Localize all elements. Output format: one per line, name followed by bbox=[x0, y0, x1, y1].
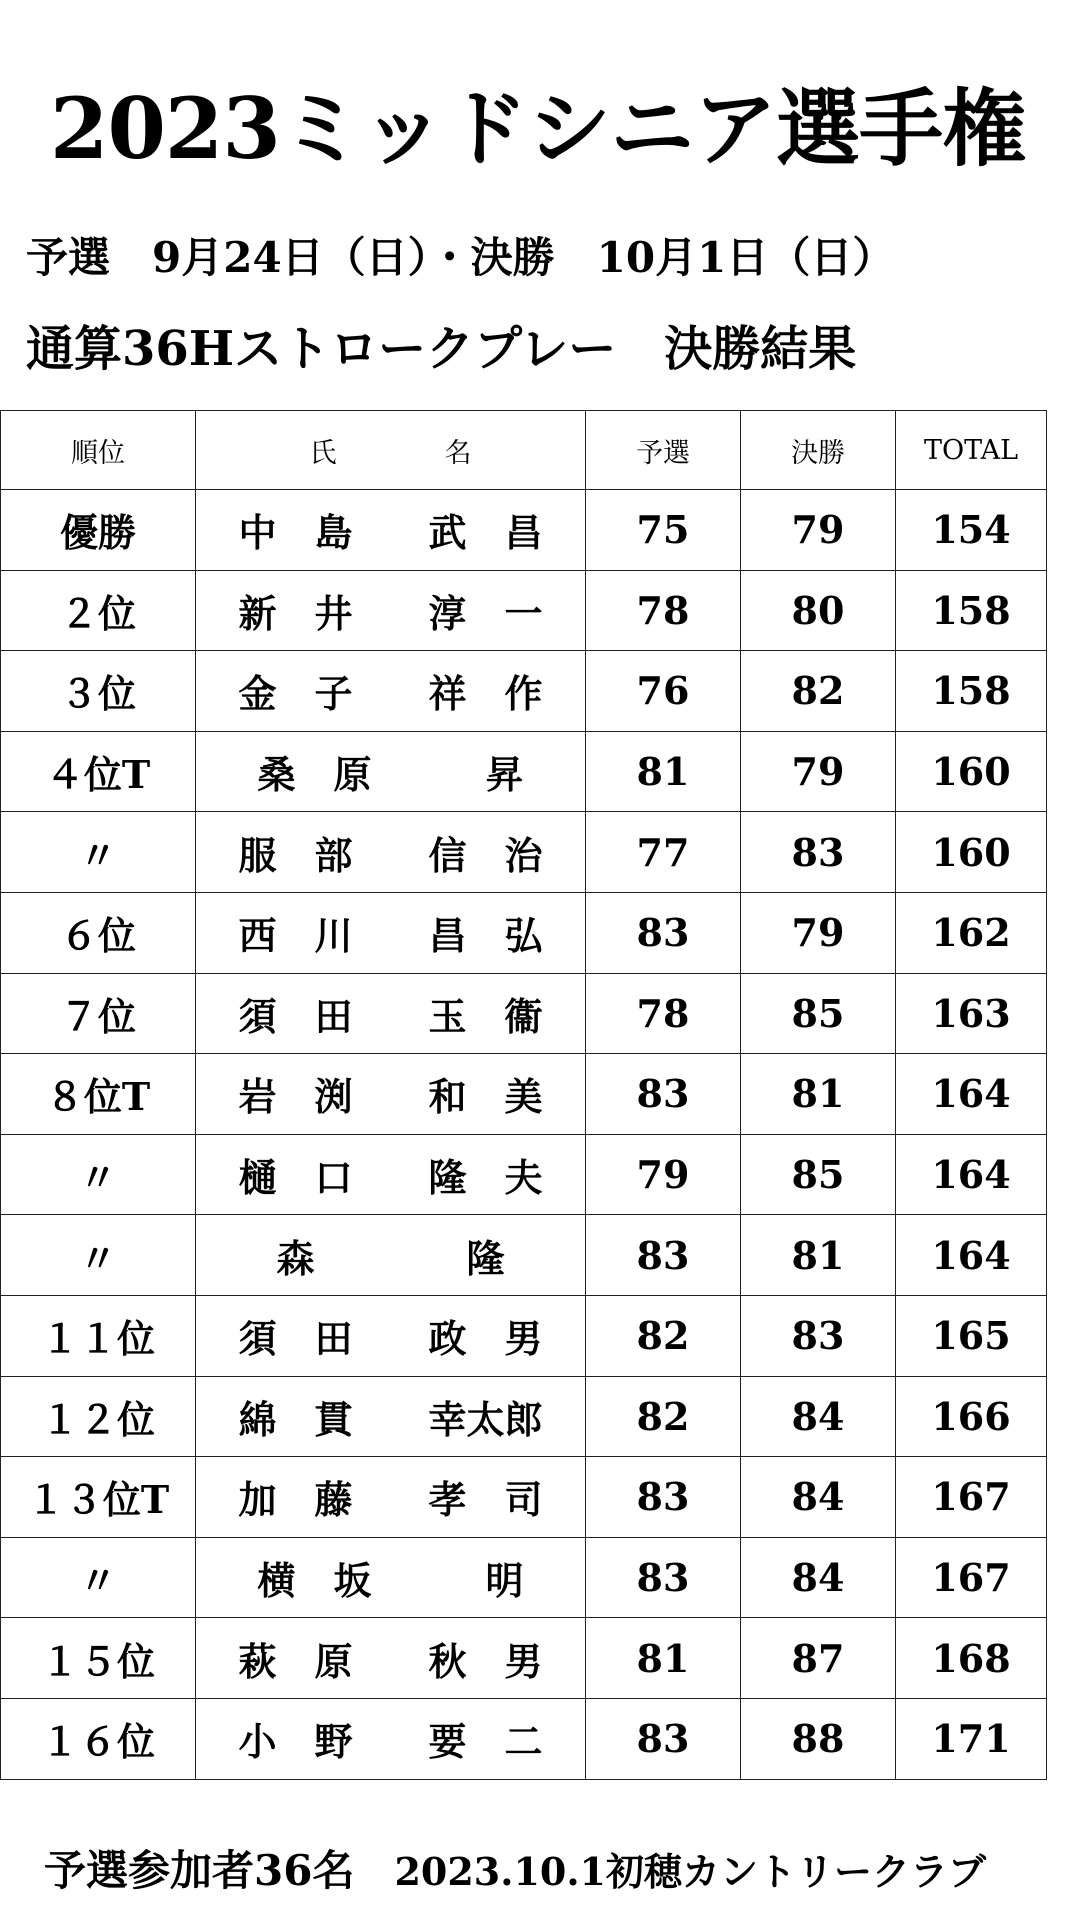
cell-name: 萩 原 秋 男 bbox=[196, 1618, 586, 1699]
cell-final-score: 88 bbox=[741, 1698, 896, 1779]
cell-prelim-score: 76 bbox=[586, 651, 741, 732]
cell-prelim-score: 77 bbox=[586, 812, 741, 893]
cell-prelim-score: 78 bbox=[586, 570, 741, 651]
cell-name: 服 部 信 治 bbox=[196, 812, 586, 893]
table-row bbox=[1, 731, 1047, 812]
header-total: TOTAL bbox=[896, 411, 1047, 490]
cell-rank: 〃 bbox=[1, 812, 196, 893]
cell-final-score: 87 bbox=[741, 1618, 896, 1699]
table-row bbox=[1, 1295, 1047, 1376]
table-row bbox=[1, 1134, 1047, 1215]
format-subtitle: 通算36Hストロークプレー 決勝結果 bbox=[26, 321, 857, 377]
cell-name: 岩 渕 和 美 bbox=[196, 1054, 586, 1135]
schedule-subtitle: 予選 9月24日（日）・決勝 10月1日（日） bbox=[26, 233, 895, 282]
cell-final-score: 79 bbox=[741, 731, 896, 812]
cell-prelim-score: 82 bbox=[586, 1295, 741, 1376]
cell-total-score: 162 bbox=[896, 892, 1047, 973]
cell-name: 須 田 政 男 bbox=[196, 1295, 586, 1376]
cell-rank: １２位 bbox=[1, 1376, 196, 1457]
cell-name: 小 野 要 二 bbox=[196, 1698, 586, 1779]
results-body bbox=[1, 490, 1047, 1780]
footer bbox=[44, 1838, 986, 1898]
cell-total-score: 160 bbox=[896, 812, 1047, 893]
cell-final-score: 80 bbox=[741, 570, 896, 651]
participant-count: 予選参加者36名 bbox=[44, 1846, 355, 1895]
cell-rank: ６位 bbox=[1, 892, 196, 973]
cell-total-score: 164 bbox=[896, 1215, 1047, 1296]
cell-rank: １１位 bbox=[1, 1295, 196, 1376]
table-row bbox=[1, 1215, 1047, 1296]
cell-final-score: 84 bbox=[741, 1457, 896, 1538]
table-row bbox=[1, 812, 1047, 893]
cell-final-score: 84 bbox=[741, 1537, 896, 1618]
cell-total-score: 164 bbox=[896, 1054, 1047, 1135]
cell-rank: 〃 bbox=[1, 1134, 196, 1215]
cell-name: 新 井 淳 一 bbox=[196, 570, 586, 651]
cell-final-score: 81 bbox=[741, 1054, 896, 1135]
cell-total-score: 167 bbox=[896, 1457, 1047, 1538]
cell-total-score: 167 bbox=[896, 1537, 1047, 1618]
cell-prelim-score: 83 bbox=[586, 1054, 741, 1135]
cell-final-score: 84 bbox=[741, 1376, 896, 1457]
cell-final-score: 82 bbox=[741, 651, 896, 732]
cell-prelim-score: 81 bbox=[586, 1618, 741, 1699]
cell-name: 加 藤 孝 司 bbox=[196, 1457, 586, 1538]
header-row bbox=[1, 411, 1047, 490]
cell-prelim-score: 83 bbox=[586, 1215, 741, 1296]
cell-prelim-score: 83 bbox=[586, 1457, 741, 1538]
cell-rank: ７位 bbox=[1, 973, 196, 1054]
cell-prelim-score: 75 bbox=[586, 490, 741, 571]
table-row bbox=[1, 892, 1047, 973]
cell-name: 須 田 玉 衞 bbox=[196, 973, 586, 1054]
cell-rank: ４位T bbox=[1, 731, 196, 812]
table-row bbox=[1, 1537, 1047, 1618]
cell-total-score: 166 bbox=[896, 1376, 1047, 1457]
cell-prelim-score: 83 bbox=[586, 892, 741, 973]
cell-total-score: 171 bbox=[896, 1698, 1047, 1779]
cell-name: 桑 原 昇 bbox=[196, 731, 586, 812]
cell-total-score: 154 bbox=[896, 490, 1047, 571]
cell-final-score: 81 bbox=[741, 1215, 896, 1296]
cell-final-score: 83 bbox=[741, 1295, 896, 1376]
cell-rank: １３位T bbox=[1, 1457, 196, 1538]
cell-final-score: 79 bbox=[741, 490, 896, 571]
cell-prelim-score: 78 bbox=[586, 973, 741, 1054]
cell-prelim-score: 83 bbox=[586, 1698, 741, 1779]
cell-final-score: 85 bbox=[741, 1134, 896, 1215]
cell-total-score: 168 bbox=[896, 1618, 1047, 1699]
table-row bbox=[1, 1457, 1047, 1538]
cell-rank: ２位 bbox=[1, 570, 196, 651]
header-prelim: 予選 bbox=[586, 411, 741, 490]
cell-rank: １６位 bbox=[1, 1698, 196, 1779]
cell-name: 森 隆 bbox=[196, 1215, 586, 1296]
cell-name: 中 島 武 昌 bbox=[196, 490, 586, 571]
cell-final-score: 85 bbox=[741, 973, 896, 1054]
cell-total-score: 165 bbox=[896, 1295, 1047, 1376]
cell-prelim-score: 81 bbox=[586, 731, 741, 812]
cell-total-score: 158 bbox=[896, 570, 1047, 651]
cell-name: 綿 貫 幸太郎 bbox=[196, 1376, 586, 1457]
results-table bbox=[0, 410, 1047, 1780]
table-row bbox=[1, 651, 1047, 732]
cell-name: 西 川 昌 弘 bbox=[196, 892, 586, 973]
cell-prelim-score: 83 bbox=[586, 1537, 741, 1618]
cell-name: 金 子 祥 作 bbox=[196, 651, 586, 732]
table-row bbox=[1, 1054, 1047, 1135]
cell-final-score: 83 bbox=[741, 812, 896, 893]
table-row bbox=[1, 1618, 1047, 1699]
cell-total-score: 158 bbox=[896, 651, 1047, 732]
cell-rank: ８位T bbox=[1, 1054, 196, 1135]
cell-rank: 〃 bbox=[1, 1215, 196, 1296]
header-final: 決勝 bbox=[741, 411, 896, 490]
table-row bbox=[1, 1698, 1047, 1779]
table-row bbox=[1, 490, 1047, 571]
cell-rank: １５位 bbox=[1, 1618, 196, 1699]
date-venue: 2023.10.1初穂カントリークラブ bbox=[394, 1849, 986, 1894]
header-name: 氏 名 bbox=[196, 411, 586, 490]
cell-rank: ３位 bbox=[1, 651, 196, 732]
cell-total-score: 163 bbox=[896, 973, 1047, 1054]
cell-prelim-score: 82 bbox=[586, 1376, 741, 1457]
cell-total-score: 160 bbox=[896, 731, 1047, 812]
cell-rank: 〃 bbox=[1, 1537, 196, 1618]
page-title: 2023ミッドシニア選手権 bbox=[50, 79, 1026, 178]
cell-name: 横 坂 明 bbox=[196, 1537, 586, 1618]
cell-total-score: 164 bbox=[896, 1134, 1047, 1215]
header-rank: 順位 bbox=[1, 411, 196, 490]
cell-rank: 優勝 bbox=[1, 490, 196, 571]
table-row bbox=[1, 1376, 1047, 1457]
cell-prelim-score: 79 bbox=[586, 1134, 741, 1215]
cell-name: 樋 口 隆 夫 bbox=[196, 1134, 586, 1215]
table-row bbox=[1, 973, 1047, 1054]
table-row bbox=[1, 570, 1047, 651]
cell-final-score: 79 bbox=[741, 892, 896, 973]
